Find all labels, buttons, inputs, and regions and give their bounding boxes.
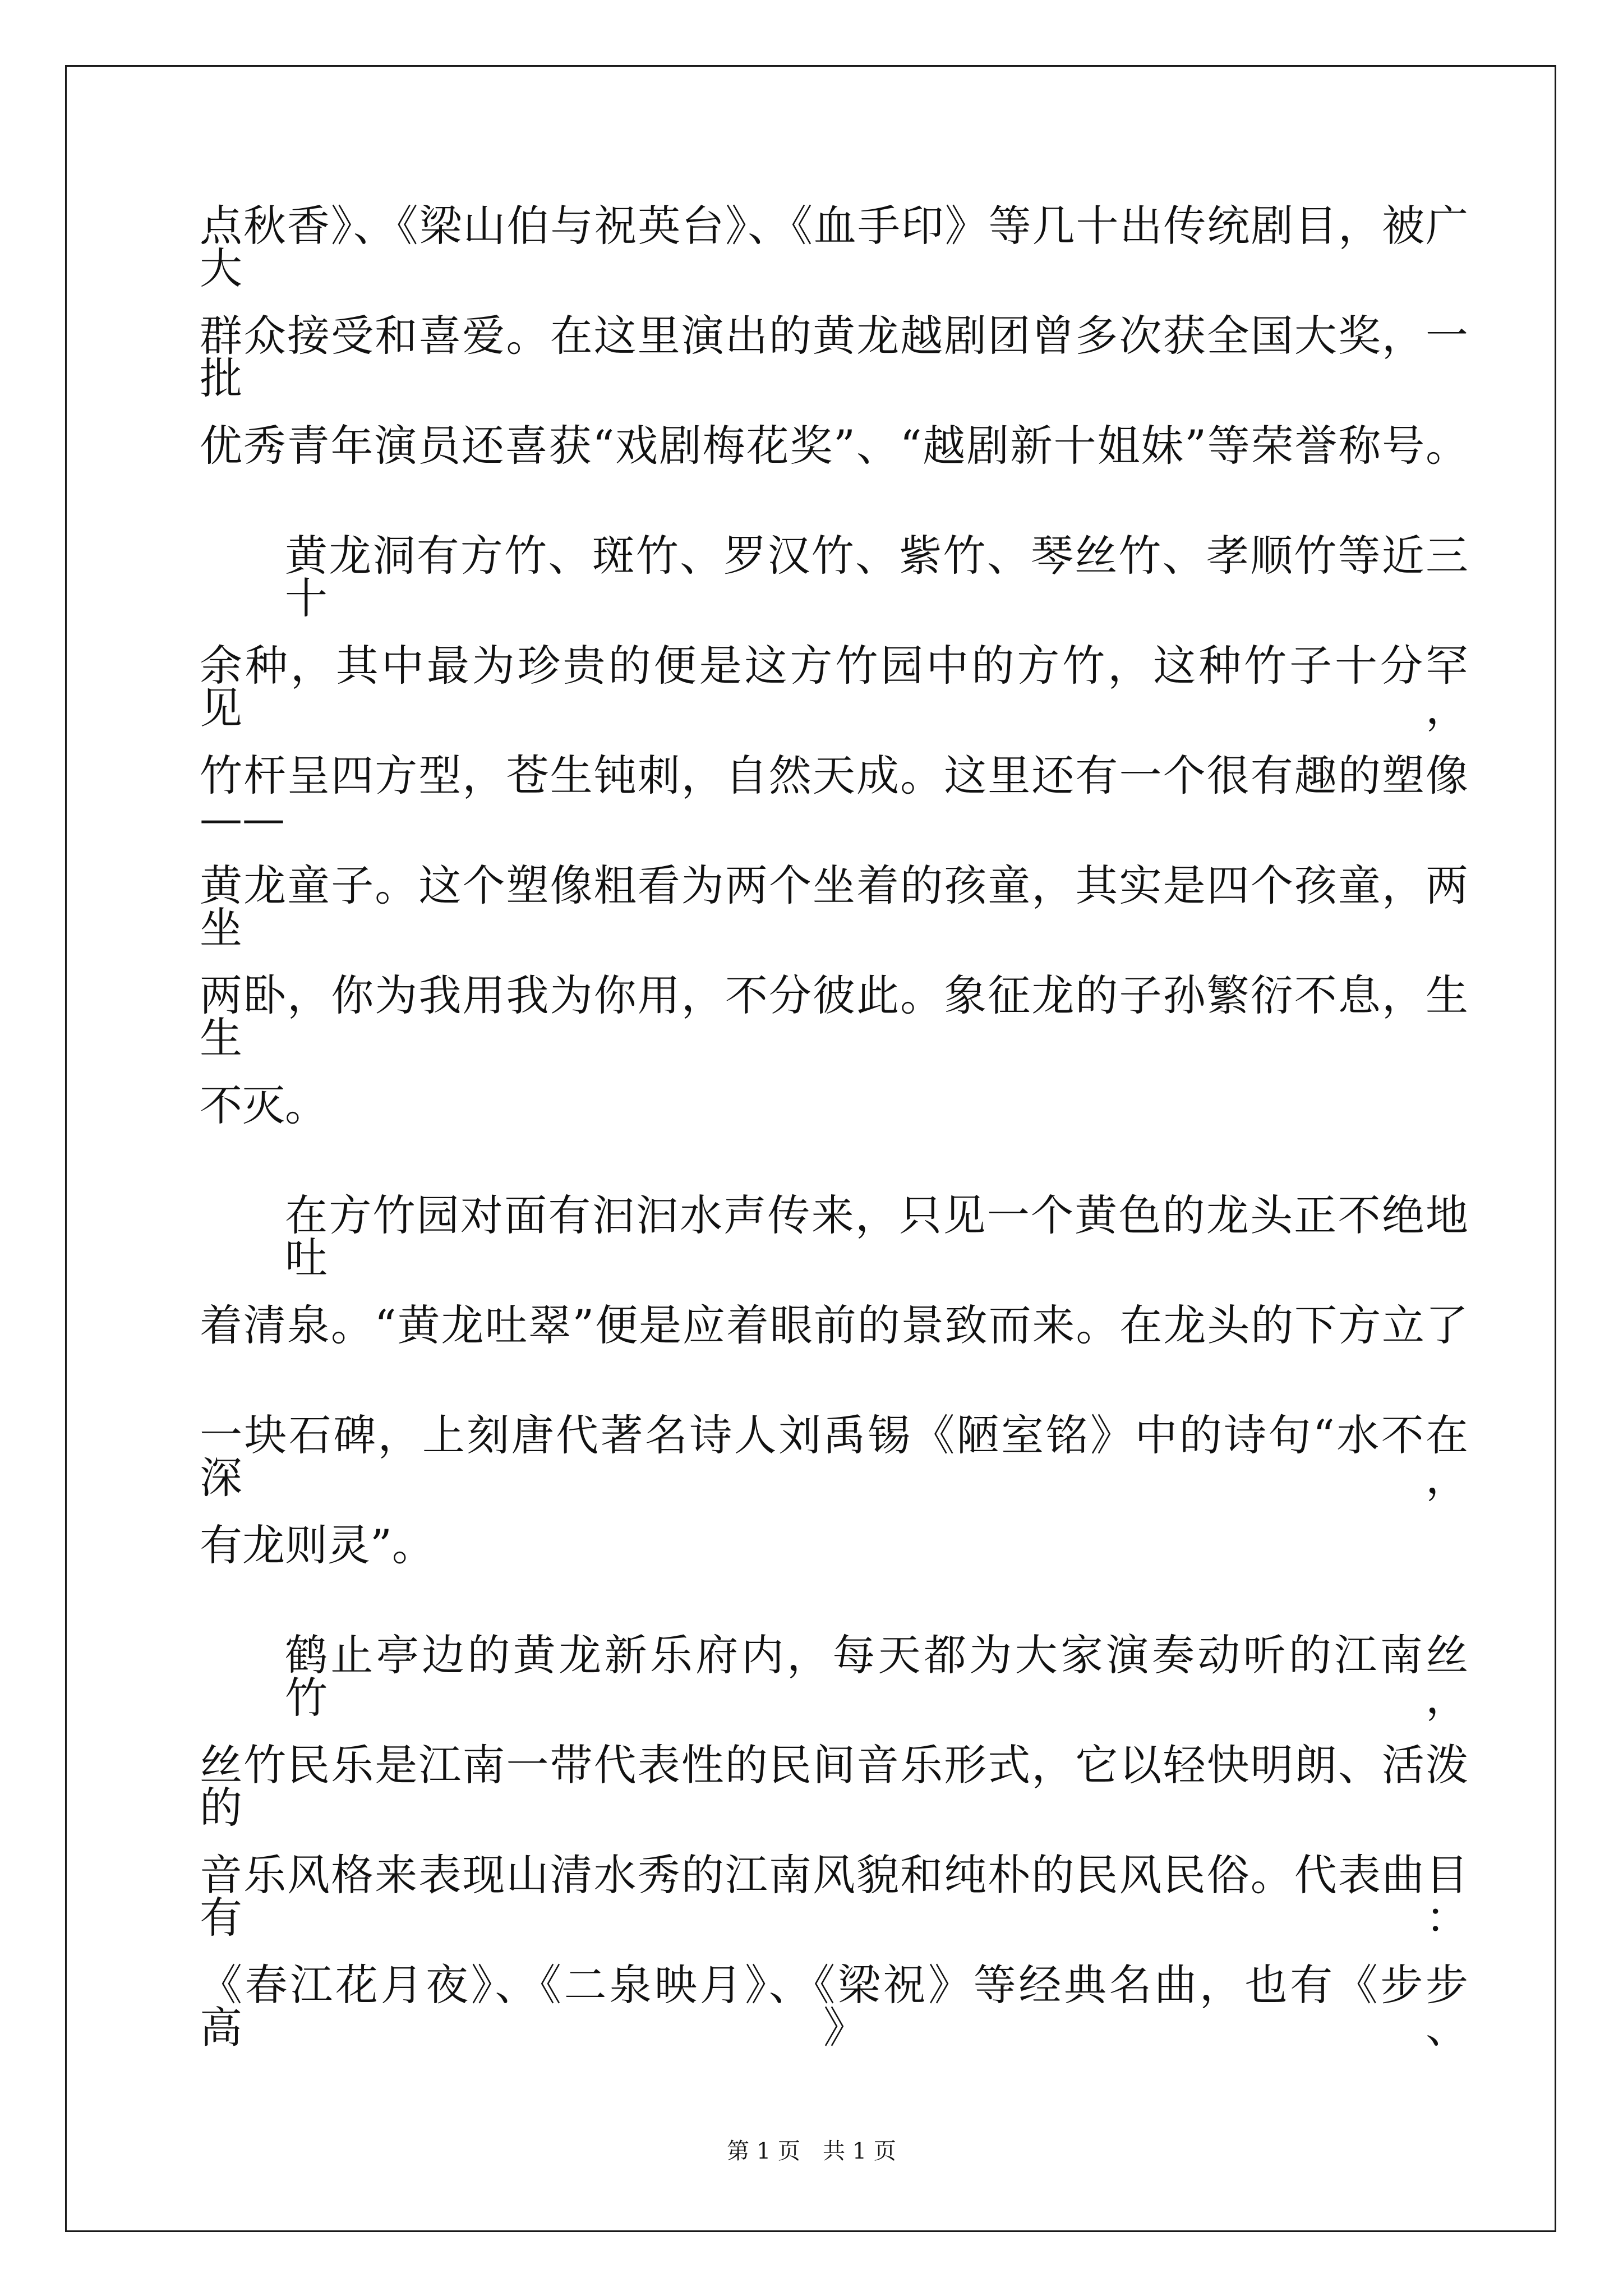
text-line: 在方竹园对面有汩汩水声传来，只见一个黄色的龙头正不绝地吐 xyxy=(285,1190,1468,1283)
text-line: 黄龙童子。这个塑像粗看为两个坐着的孩童，其实是四个孩童，两坐 xyxy=(200,861,1468,953)
text-line: 两卧，你为我用我为你用，不分彼此。象征龙的子孙繁衍不息，生生 xyxy=(200,970,1468,1063)
page-number-label: 第 1 页 共 1 页 xyxy=(727,2138,896,2164)
page-footer xyxy=(0,2133,1623,2165)
text-line: 鹤止亭边的黄龙新乐府内，每天都为大家演奏动听的江南丝竹， xyxy=(285,1630,1468,1723)
text-line: 点秋香》、《梁山伯与祝英台》、《血手印》等几十出传统剧目，被广大 xyxy=(200,201,1468,293)
text-line: 音乐风格来表现山清水秀的江南风貌和纯朴的民风民俗。代表曲目有： xyxy=(200,1850,1468,1943)
paragraph xyxy=(200,531,1468,1194)
document-body xyxy=(200,201,1468,2074)
paragraph xyxy=(200,1630,1468,2074)
text-line: 不灭。 xyxy=(200,1080,328,1130)
text-line: 优秀青年演员还喜获“戏剧梅花奖”、“越剧新十姐妹”等荣誉称号。 xyxy=(200,421,1468,471)
paragraph xyxy=(200,201,1468,535)
paragraph xyxy=(200,1190,1468,1634)
text-line: 竹杆呈四方型，苍生钝刺，自然天成。这里还有一个很有趣的塑像—— xyxy=(200,751,1468,843)
text-line: 黄龙洞有方竹、斑竹、罗汉竹、紫竹、琴丝竹、孝顺竹等近三十 xyxy=(285,531,1468,623)
text-line: 有龙则灵”。 xyxy=(200,1520,435,1570)
text-line: 群众接受和喜爱。在这里演出的黄龙越剧团曾多次获全国大奖，一批 xyxy=(200,311,1468,403)
text-line: 余种，其中最为珍贵的便是这方竹园中的方竹，这种竹子十分罕见， xyxy=(200,641,1468,733)
text-line: 丝竹民乐是江南一带代表性的民间音乐形式，它以轻快明朗、活泼的 xyxy=(200,1740,1468,1833)
text-line: 《春江花月夜》、《二泉映月》、《梁祝》等经典名曲，也有《步步高》、 xyxy=(200,1960,1468,2053)
text-line: 着清泉。“黄龙吐翠”便是应着眼前的景致而来。在龙头的下方立了 xyxy=(200,1300,1468,1350)
text-line: 一块石碑，上刻唐代著名诗人刘禹锡《陋室铭》中的诗句“水不在深， xyxy=(200,1410,1468,1503)
